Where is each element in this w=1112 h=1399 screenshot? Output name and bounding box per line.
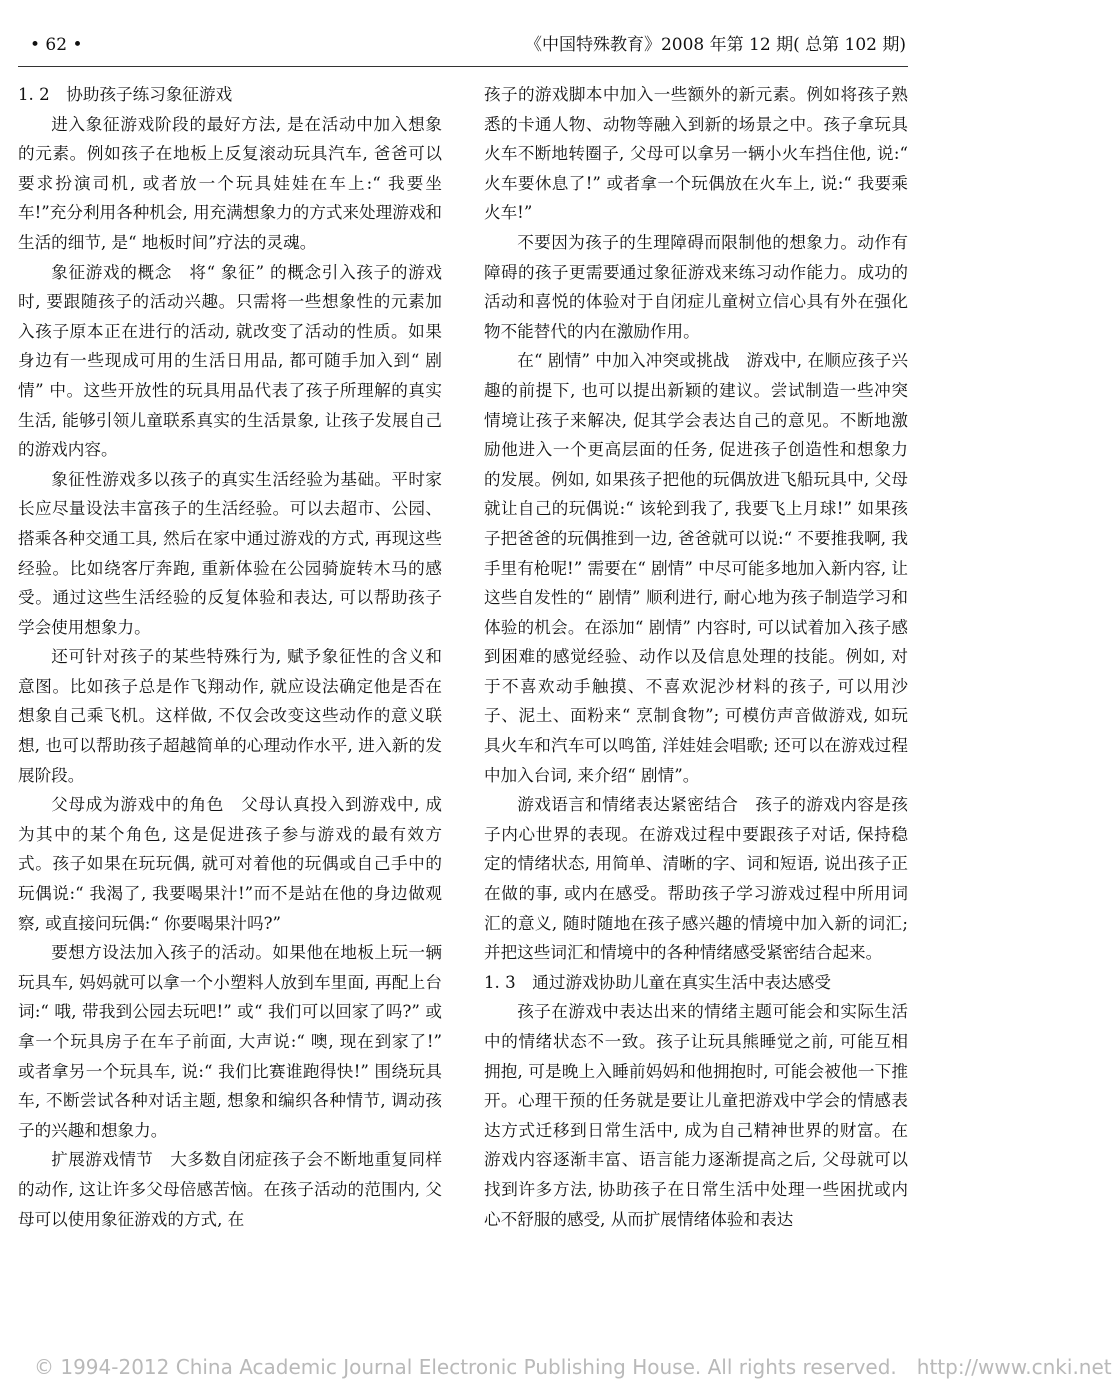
right-column: [484, 80, 908, 1234]
header-rule: [18, 66, 908, 67]
paragraph: 孩子在游戏中表达出来的情绪主题可能会和实际生活中的情绪状态不一致。孩子让玩具熊睡觉之前, 可能互相拥抱, 可是晚上入睡前妈妈和他拥抱时, 可能会被他一下推开。心理干预的任务就是要让儿童把游戏中学会的情感表达方式迁移到日常生活中, 成为自己精神世界的财富。在游戏内容逐渐丰富、语言能力逐渐提高之后, 父母就可以找到许多方法, 协助孩子在日常生活中处理一些困扰或内心不舒服的感受, 从而扩展情绪体验和表达: [484, 1002, 908, 1229]
paragraph: 要想方设法加入孩子的活动。如果他在地板上玩一辆玩具车, 妈妈就可以拿一个小塑料人放到车里面, 再配上台词:“ 哦, 带我到公园去玩吧!” 或“ 我们可以回家了吗?” 或拿一个玩具房子在车子前面, 大声说:“ 噢, 现在到家了!” 或者拿另一个玩具车, 说:“ 我们比赛谁跑得快!” 围绕玩具车, 不断尝试各种对话主题, 想象和编织各种情节, 调动孩子的兴趣和想象力。: [18, 943, 442, 1140]
section-heading: 1. 2 协助孩子练习象征游戏: [18, 85, 233, 104]
page-number: • 62 •: [30, 35, 83, 55]
copyright-watermark: © 1994-2012 China Academic Journal Electronic Publishing House. All rights reserved. http://www.cnki.net: [34, 1355, 1112, 1379]
paragraph-continued: 孩子的游戏脚本中加入一些额外的新元素。例如将孩子熟悉的卡通人物、动物等融入到新的场景之中。孩子拿玩具火车不断地转圈子, 父母可以拿另一辆小火车挡住他, 说:“ 火车要休息了!” 或者拿一个玩偶放在火车上, 说:“ 我要乘火车!”: [484, 85, 908, 223]
paragraph: 不要因为孩子的生理障碍而限制他的想象力。动作有障碍的孩子更需要通过象征游戏来练习动作能力。成功的活动和喜悦的体验对于自闭症儿童树立信心具有外在强化物不能替代的内在激励作用。: [484, 232, 908, 341]
paragraph: 在“ 剧情” 中加入冲突或挑战 游戏中, 在顺应孩子兴趣的前提下, 也可以提出新颖的建议。尝试制造一些冲突情境让孩子来解决, 促其学会表达自己的意见。不断地激励他进入一个更高层面的任务, 促进孩子创造性和想象力的发展。例如, 如果孩子把他的玩偶放进飞船玩具中, 父母就让自己的玩偶说:“ 该轮到我了, 我要飞上月球!” 如果孩子把爸爸的玩偶推到一边, 爸爸就可以说:“ 不要推我啊, 我手里有枪呢!” 需要在“ 剧情” 中尽可能多地加入新内容, 让这些自发性的“ 剧情” 顺利进行, 耐心地为孩子制造学习和体验的机会。在添加“ 剧情” 内容时, 可以试着加入孩子感到困难的感觉经验、动作以及信息处理的技能。例如, 对于不喜欢动手触摸、不喜欢泥沙材料的孩子, 可以用沙子、泥土、面粉来“ 烹制食物”; 可模仿声音做游戏, 如玩具火车和汽车可以鸣笛, 洋娃娃会唱歌; 还可以在游戏过程中加入台词, 来介绍“ 剧情”。: [484, 351, 908, 785]
journal-header: 《中国特殊教育》2008 年第 12 期( 总第 102 期): [524, 35, 906, 55]
left-column: [18, 80, 442, 1234]
paragraph: 游戏语言和情绪表达紧密结合 孩子的游戏内容是孩子内心世界的表现。在游戏过程中要跟孩子对话, 保持稳定的情绪状态, 用简单、清晰的字、词和短语, 说出孩子正在做的事, 或内在感受。帮助孩子学习游戏过程中所用词汇的意义, 随时随地在孩子感兴趣的情境中加入新的词汇; 并把这些词汇和情境中的各种情绪感受紧密结合起来。: [484, 795, 908, 963]
paragraph: 父母成为游戏中的角色 父母认真投入到游戏中, 成为其中的某个角色, 这是促进孩子参与游戏的最有效方式。孩子如果在玩玩偶, 就可对着他的玩偶或自己手中的玩偶说:“ 我渴了, 我要喝果汁!”而不是站在他的身边做观察, 或直接问玩偶:“ 你要喝果汁吗?”: [18, 795, 442, 933]
paragraph: 象征游戏的概念 将“ 象征” 的概念引入孩子的游戏时, 要跟随孩子的活动兴趣。只需将一些想象性的元素加入孩子原本正在进行的活动, 就改变了活动的性质。如果身边有一些现成可用的生活日用品, 都可随手加入到“ 剧情” 中。这些开放性的玩具用品代表了孩子所理解的真实生活, 能够引领儿童联系真实的生活景象, 让孩子发展自己的游戏内容。: [18, 262, 442, 460]
paragraph: 象征性游戏多以孩子的真实生活经验为基础。平时家长应尽量设法丰富孩子的生活经验。可以去超市、公园、搭乘各种交通工具, 然后在家中通过游戏的方式, 再现这些经验。比如绕客厅奔跑, 重新体验在公园骑旋转木马的感受。通过这些生活经验的反复体验和表达, 可以帮助孩子学会使用想象力。: [18, 469, 442, 637]
paragraph: 还可针对孩子的某些特殊行为, 赋予象征性的含义和意图。比如孩子总是作飞翔动作, 就应设法确定他是否在想象自己乘飞机。这样做, 不仅会改变这些动作的意义联想, 也可以帮助孩子超越简单的心理动作水平, 进入新的发展阶段。: [18, 647, 442, 785]
paragraph: 进入象征游戏阶段的最好方法, 是在活动中加入想象的元素。例如孩子在地板上反复滚动玩具汽车, 爸爸可以要求扮演司机, 或者放一个玩具娃娃在车上:“ 我要坐车!”充分利用各种机会, 用充满想象力的方式来处理游戏和生活的细节, 是“ 地板时间”疗法的灵魂。: [18, 114, 442, 252]
section-heading: 1. 3 通过游戏协助儿童在真实生活中表达感受: [484, 972, 831, 992]
paragraph: 扩展游戏情节 大多数自闭症孩子会不断地重复同样的动作, 这让许多父母倍感苦恼。在孩子活动的范围内, 父母可以使用象征游戏的方式, 在: [18, 1150, 442, 1229]
